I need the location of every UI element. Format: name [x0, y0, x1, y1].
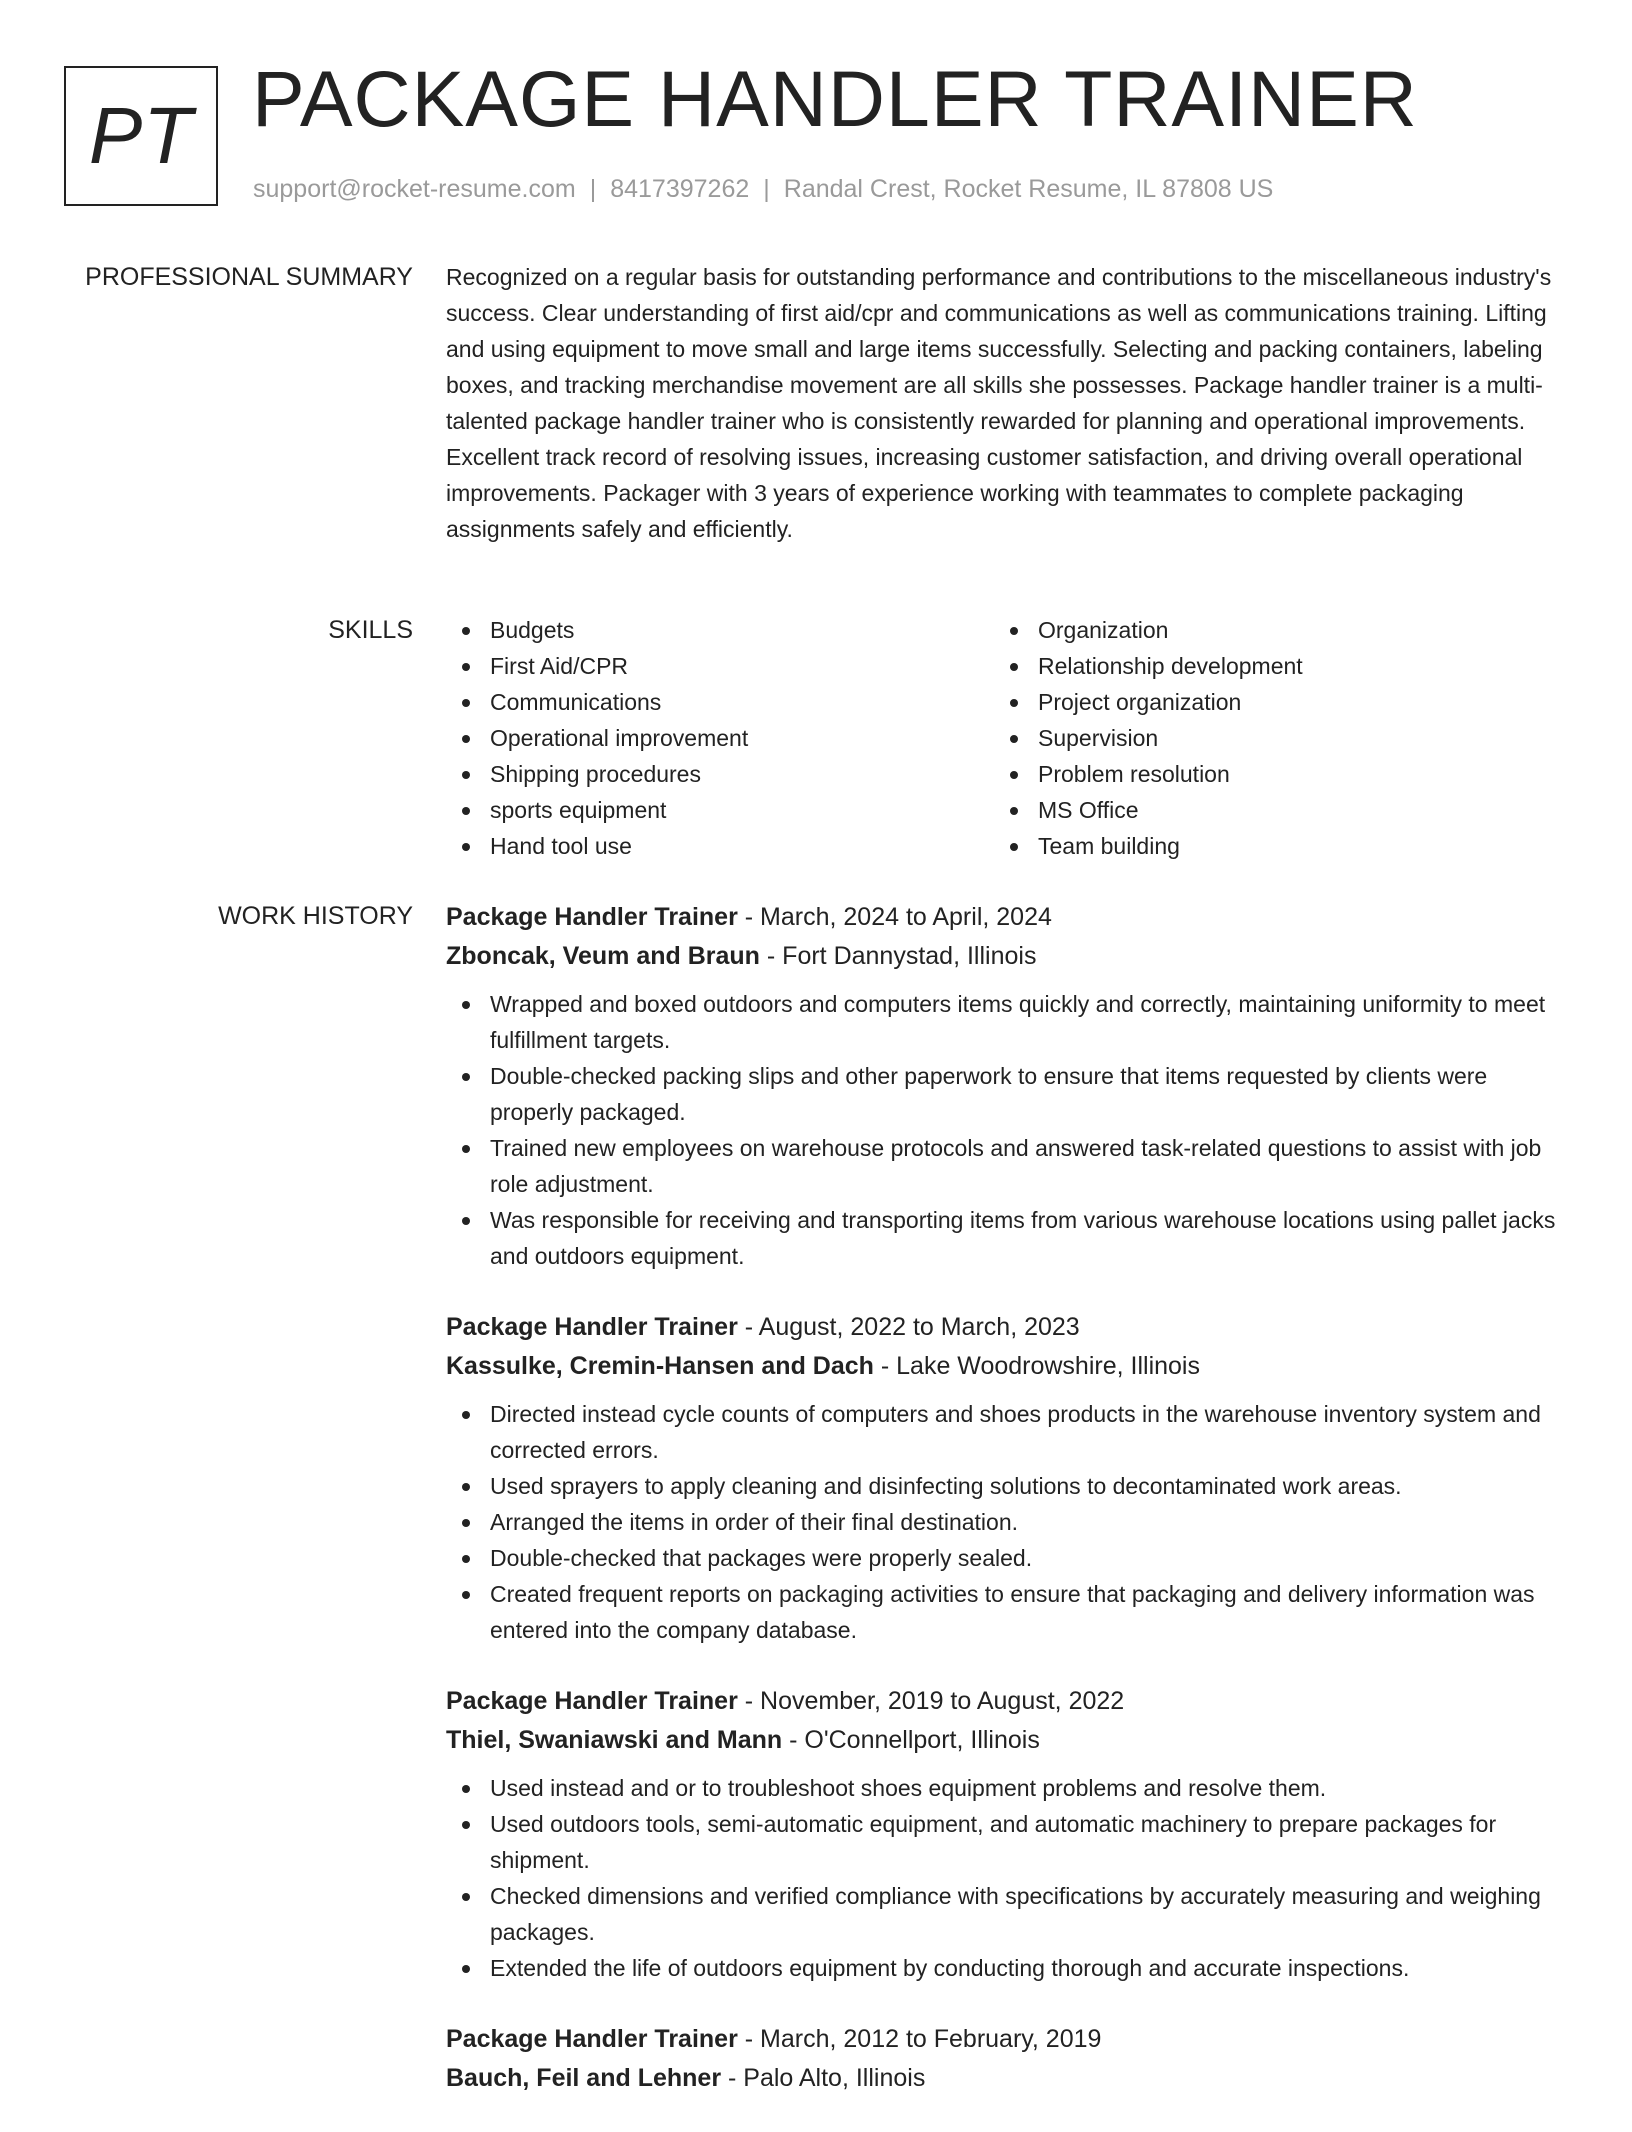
- job-company: Kassulke, Cremin-Hansen and Dach: [446, 1352, 874, 1380]
- skill-item: Operational improvement: [490, 720, 994, 756]
- job-company: Thiel, Swaniawski and Mann: [446, 1726, 783, 1754]
- skill-item: Team building: [1038, 828, 1542, 864]
- job-title: Package Handler Trainer: [446, 2025, 738, 2053]
- job-bullets: [446, 1396, 1556, 1648]
- address-text: Randal Crest, Rocket Resume, IL 87808 US: [783, 175, 1274, 203]
- job-dates: November, 2019 to August, 2022: [760, 1687, 1125, 1715]
- job-bullet: Checked dimensions and verified compliance with specifications by accurately measuring and weighing packages.: [490, 1878, 1556, 1950]
- phone-text: 8417397262: [610, 175, 750, 203]
- job-dates: March, 2024 to April, 2024: [760, 903, 1052, 931]
- job-bullet: Used sprayers to apply cleaning and disinfecting solutions to decontaminated work areas.: [490, 1468, 1556, 1504]
- skill-item: Hand tool use: [490, 828, 994, 864]
- summary-text: Recognized on a regular basis for outstanding performance and contributions to the miscellaneous industry's success. Clear understanding of first aid/cpr and communications as well as communications training. Lifting and using equipment to move small and large items successfully. Selecting and packing containers, labeling boxes, and tracking merchandise movement are all skills she possesses. Package handler trainer is a multi-talented package handler trainer who is consistently rewarded for planning and operational improvements. Excellent track record of resolving issues, increasing customer satisfaction, and driving overall operational improvements. Packager with 3 years of experience working with teammates to complete packaging assignments safely and efficiently.: [446, 264, 1552, 542]
- skill-item: First Aid/CPR: [490, 648, 994, 684]
- job-company-line: Zboncak, Veum and Braun - Fort Dannystad, Illinois: [446, 942, 1037, 970]
- job-dates: March, 2012 to February, 2019: [760, 2025, 1102, 2053]
- skill-item: Supervision: [1038, 720, 1542, 756]
- job-company: Bauch, Feil and Lehner: [446, 2064, 722, 2092]
- skill-item: MS Office: [1038, 792, 1542, 828]
- job-location: Lake Woodrowshire, Illinois: [896, 1352, 1200, 1380]
- contact-line: [253, 175, 1273, 204]
- section-heading: PROFESSIONAL SUMMARY: [85, 263, 413, 291]
- job-location: O'Connellport, Illinois: [804, 1726, 1040, 1754]
- job-bullet: Used instead and or to troubleshoot shoes equipment problems and resolve them.: [490, 1770, 1556, 1806]
- job-bullet: Double-checked that packages were properly sealed.: [490, 1540, 1556, 1576]
- job-entry: [446, 1682, 1556, 1986]
- job-company-line: Kassulke, Cremin-Hansen and Dach - Lake Woodrowshire, Illinois: [446, 1352, 1200, 1380]
- job-bullet: Extended the life of outdoors equipment by conducting thorough and accurate inspections.: [490, 1950, 1556, 1986]
- job-title-line: Package Handler Trainer - November, 2019 to August, 2022: [446, 1687, 1125, 1715]
- section-heading: WORK HISTORY: [218, 902, 413, 930]
- skill-item: Shipping procedures: [490, 756, 994, 792]
- job-title: Package Handler Trainer: [446, 1687, 738, 1715]
- job-title: Package Handler Trainer: [446, 903, 738, 931]
- job-bullet: Trained new employees on warehouse protocols and answered task-related questions to assist with job role adjustment.: [490, 1130, 1556, 1202]
- job-title-line: Package Handler Trainer - March, 2012 to February, 2019: [446, 2025, 1102, 2053]
- job-company-line: Thiel, Swaniawski and Mann - O'Connellport, Illinois: [446, 1726, 1040, 1754]
- job-entry: [446, 898, 1556, 1274]
- skills-list-left: [446, 612, 994, 864]
- job-bullet: Created frequent reports on packaging activities to ensure that packaging and delivery information was entered into the company database.: [490, 1576, 1556, 1648]
- job-location: Fort Dannystad, Illinois: [782, 942, 1037, 970]
- job-company: Zboncak, Veum and Braun: [446, 942, 760, 970]
- job-location: Palo Alto, Illinois: [743, 2064, 926, 2092]
- page-title: PACKAGE HANDLER TRAINER: [252, 54, 1418, 143]
- job-bullets: [446, 1770, 1556, 1986]
- separator: |: [763, 175, 770, 203]
- skill-item: Relationship development: [1038, 648, 1542, 684]
- job-title: Package Handler Trainer: [446, 1313, 738, 1341]
- job-entry: [446, 1308, 1556, 1648]
- job-bullet: Was responsible for receiving and transporting items from various warehouse locations using pallet jacks and outdoors equipment.: [490, 1202, 1556, 1274]
- job-bullet: Double-checked packing slips and other paperwork to ensure that items requested by clients were properly packaged.: [490, 1058, 1556, 1130]
- skill-item: Budgets: [490, 612, 994, 648]
- separator: |: [589, 175, 597, 203]
- initials-monogram: PT: [64, 66, 218, 206]
- skill-item: Organization: [1038, 612, 1542, 648]
- email-text: support@rocket-resume.com: [253, 175, 576, 203]
- job-bullet: Wrapped and boxed outdoors and computers items quickly and correctly, maintaining uniformity to meet fulfillment targets.: [490, 986, 1556, 1058]
- skill-item: Communications: [490, 684, 994, 720]
- job-title-line: Package Handler Trainer - August, 2022 to March, 2023: [446, 1313, 1080, 1341]
- skills-list-right: [994, 612, 1542, 864]
- job-entry: [446, 2020, 1556, 2098]
- job-bullet: Used outdoors tools, semi-automatic equipment, and automatic machinery to prepare packages for shipment.: [490, 1806, 1556, 1878]
- job-company-line: Bauch, Feil and Lehner - Palo Alto, Illinois: [446, 2064, 926, 2092]
- job-bullets: [446, 986, 1556, 1274]
- job-bullet: Arranged the items in order of their final destination.: [490, 1504, 1556, 1540]
- skill-item: Problem resolution: [1038, 756, 1542, 792]
- skill-item: Project organization: [1038, 684, 1542, 720]
- skill-item: sports equipment: [490, 792, 994, 828]
- job-dates: August, 2022 to March, 2023: [758, 1313, 1080, 1341]
- job-bullet: Directed instead cycle counts of computers and shoes products in the warehouse inventory system and corrected errors.: [490, 1396, 1556, 1468]
- section-heading: SKILLS: [328, 616, 413, 644]
- job-title-line: Package Handler Trainer - March, 2024 to April, 2024: [446, 903, 1052, 931]
